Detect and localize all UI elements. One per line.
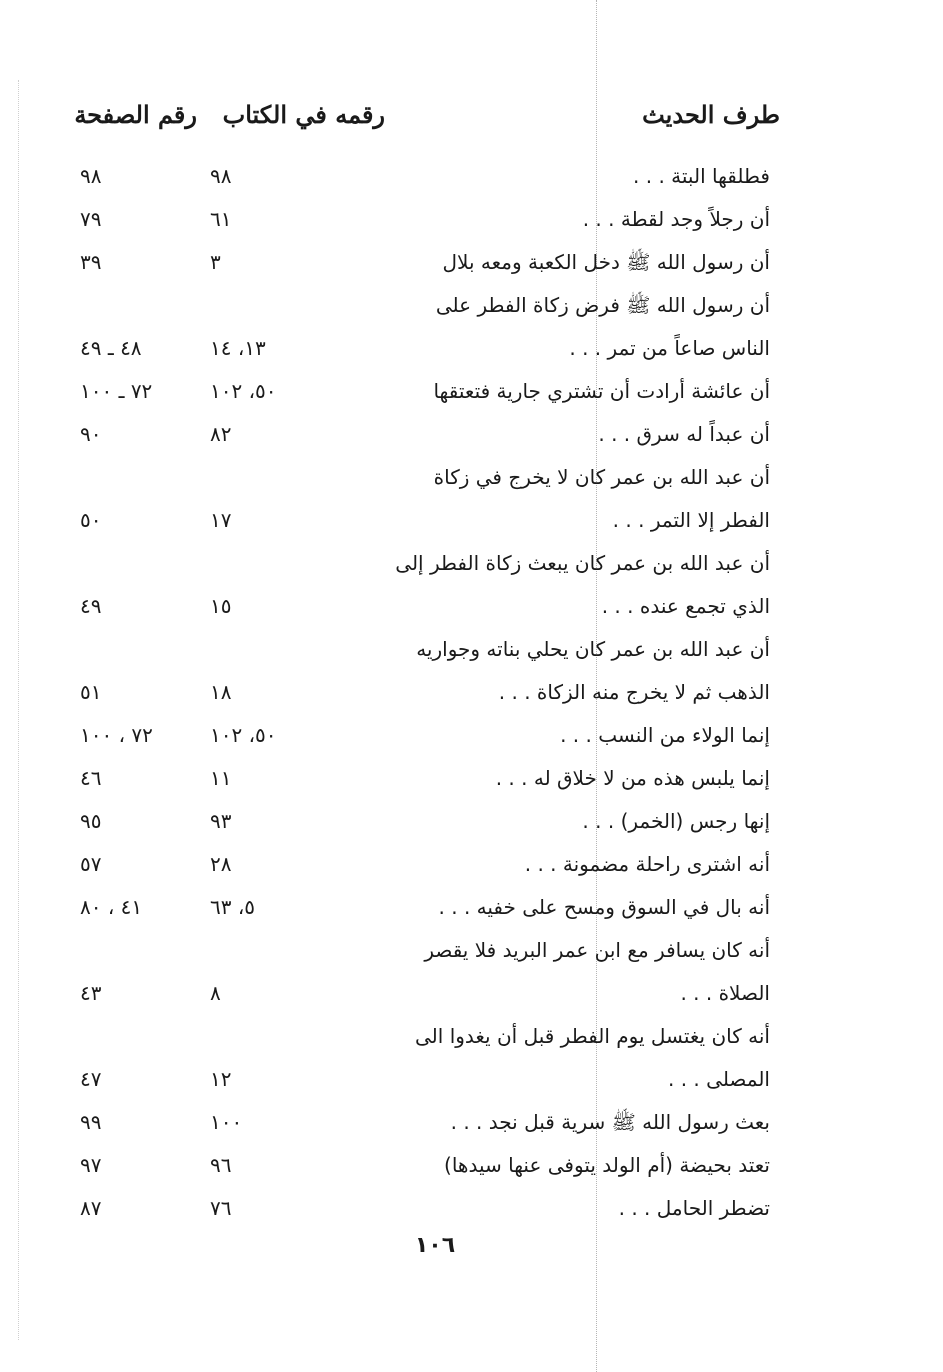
hadith-number: ٩٨ <box>210 164 232 188</box>
hadith-snippet: أن عائشة أرادت أن تشتري جارية فتعتقها <box>433 379 770 403</box>
page-reference: ٩٩ <box>80 1110 102 1134</box>
index-row <box>80 1061 770 1104</box>
index-row <box>80 502 770 545</box>
hadith-number: ١٧ <box>210 508 232 532</box>
hadith-number: ٧٦ <box>210 1196 232 1220</box>
index-row <box>80 545 770 588</box>
index-row <box>80 932 770 975</box>
hadith-snippet: تعتد بحيضة (أم الولد يتوفى عنها سيدها) <box>444 1153 770 1177</box>
hadith-snippet: فطلقها البتة . . . <box>633 164 770 188</box>
index-row <box>80 975 770 1018</box>
page-reference: ٤٦ <box>80 766 102 790</box>
page-reference: ٩٠ <box>80 422 102 446</box>
page-reference: ٤٨ ـ ٤٩ <box>80 336 142 360</box>
hadith-number: ٥٠، ١٠٢ <box>210 379 277 403</box>
hadith-number: ٦١ <box>210 207 232 231</box>
index-row <box>80 1147 770 1190</box>
page-reference: ٩٥ <box>80 809 102 833</box>
page-reference: ٩٨ <box>80 164 102 188</box>
page-reference: ٧٢ ـ ١٠٠ <box>80 379 153 403</box>
index-row <box>80 717 770 760</box>
hadith-number: ١٨ <box>210 680 232 704</box>
hadith-snippet: المصلى . . . <box>668 1067 770 1091</box>
page-number: ١٠٦ <box>414 1233 456 1258</box>
index-row <box>80 416 770 459</box>
hadith-index-table <box>80 158 770 1233</box>
hadith-number: ٣ <box>210 250 221 274</box>
hadith-number: ٢٨ <box>210 852 232 876</box>
page-reference: ٤٩ <box>80 594 102 618</box>
hadith-snippet: الذهب ثم لا يخرج منه الزكاة . . . <box>498 680 770 704</box>
index-row <box>80 459 770 502</box>
hadith-snippet: تضطر الحامل . . . <box>618 1196 770 1220</box>
page-reference: ٥١ <box>80 680 102 704</box>
index-row <box>80 1190 770 1233</box>
hadith-snippet: إنها رجس (الخمر) . . . <box>582 809 770 833</box>
hadith-number: ١٣، ١٤ <box>210 336 266 360</box>
hadith-snippet: الذي تجمع عنده . . . <box>601 594 770 618</box>
hadith-number: ٨ <box>210 981 221 1005</box>
index-row <box>80 631 770 674</box>
hadith-snippet: أن رجلاً وجد لقطة . . . <box>582 207 770 231</box>
index-row <box>80 846 770 889</box>
hadith-number: ١٠٠ <box>210 1110 243 1134</box>
hadith-snippet: أنه كان يسافر مع ابن عمر البريد فلا يقصر <box>424 938 770 962</box>
hadith-snippet: أنه بال في السوق ومسح على خفيه . . . <box>438 895 770 919</box>
page-reference: ٤٣ <box>80 981 102 1005</box>
index-row <box>80 158 770 201</box>
index-row <box>80 201 770 244</box>
header-page-number-label: رقم الصفحة <box>74 100 197 129</box>
hadith-snippet: أنه كان يغتسل يوم الفطر قبل أن يغدوا الى <box>415 1024 770 1048</box>
hadith-snippet: أن رسول الله ﷺ فرض زكاة الفطر على <box>435 293 770 317</box>
index-row <box>80 330 770 373</box>
index-row <box>80 588 770 631</box>
hadith-snippet: إنما الولاء من النسب . . . <box>560 723 770 747</box>
hadith-snippet: أن رسول الله ﷺ دخل الكعبة ومعه بلال <box>442 250 770 274</box>
hadith-number: ٥، ٦٣ <box>210 895 256 919</box>
hadith-snippet: أن عبداً له سرق . . . <box>598 422 770 446</box>
index-row <box>80 1018 770 1061</box>
hadith-snippet: بعث رسول الله ﷺ سرية قبل نجد . . . <box>450 1110 770 1134</box>
index-row <box>80 889 770 932</box>
page-reference: ٧٩ <box>80 207 102 231</box>
hadith-snippet: الناس صاعاً من تمر . . . <box>569 336 770 360</box>
index-row <box>80 244 770 287</box>
header-hadith-number-label: رقمه في الكتاب <box>222 100 385 129</box>
page-reference: ٩٧ <box>80 1153 102 1177</box>
page-reference: ٣٩ <box>80 250 102 274</box>
page-reference: ٥٧ <box>80 852 102 876</box>
hadith-number: ٨٢ <box>210 422 232 446</box>
index-row <box>80 803 770 846</box>
index-row <box>80 760 770 803</box>
hadith-snippet: أن عبد الله بن عمر كان يبعث زكاة الفطر إلى <box>395 551 770 575</box>
hadith-snippet: أن عبد الله بن عمر كان لا يخرج في زكاة <box>433 465 770 489</box>
hadith-snippet: الفطر إلا التمر . . . <box>612 508 770 532</box>
page-reference: ٤١ ، ٨٠ <box>80 895 143 919</box>
page-reference: ٥٠ <box>80 508 102 532</box>
index-row <box>80 1104 770 1147</box>
page-edge-line <box>18 80 19 1340</box>
hadith-number: ٩٣ <box>210 809 232 833</box>
index-row <box>80 674 770 717</box>
hadith-number: ١٢ <box>210 1067 232 1091</box>
hadith-snippet: إنما يلبس هذه من لا خلاق له . . . <box>495 766 770 790</box>
header-snippet-label: طرف الحديث <box>642 100 780 129</box>
hadith-number: ١٥ <box>210 594 232 618</box>
hadith-number: ٥٠، ١٠٢ <box>210 723 277 747</box>
hadith-snippet: أن عبد الله بن عمر كان يحلي بناته وجواريه <box>416 637 770 661</box>
index-row <box>80 373 770 416</box>
hadith-number: ٩٦ <box>210 1153 232 1177</box>
hadith-snippet: أنه اشترى راحلة مضمونة . . . <box>524 852 770 876</box>
index-row <box>80 287 770 330</box>
page-reference: ٤٧ <box>80 1067 102 1091</box>
index-header <box>60 100 780 140</box>
page-reference: ٧٢ ، ١٠٠ <box>80 723 153 747</box>
hadith-snippet: الصلاة . . . <box>680 981 770 1005</box>
page-reference: ٨٧ <box>80 1196 102 1220</box>
hadith-number: ١١ <box>210 766 232 790</box>
